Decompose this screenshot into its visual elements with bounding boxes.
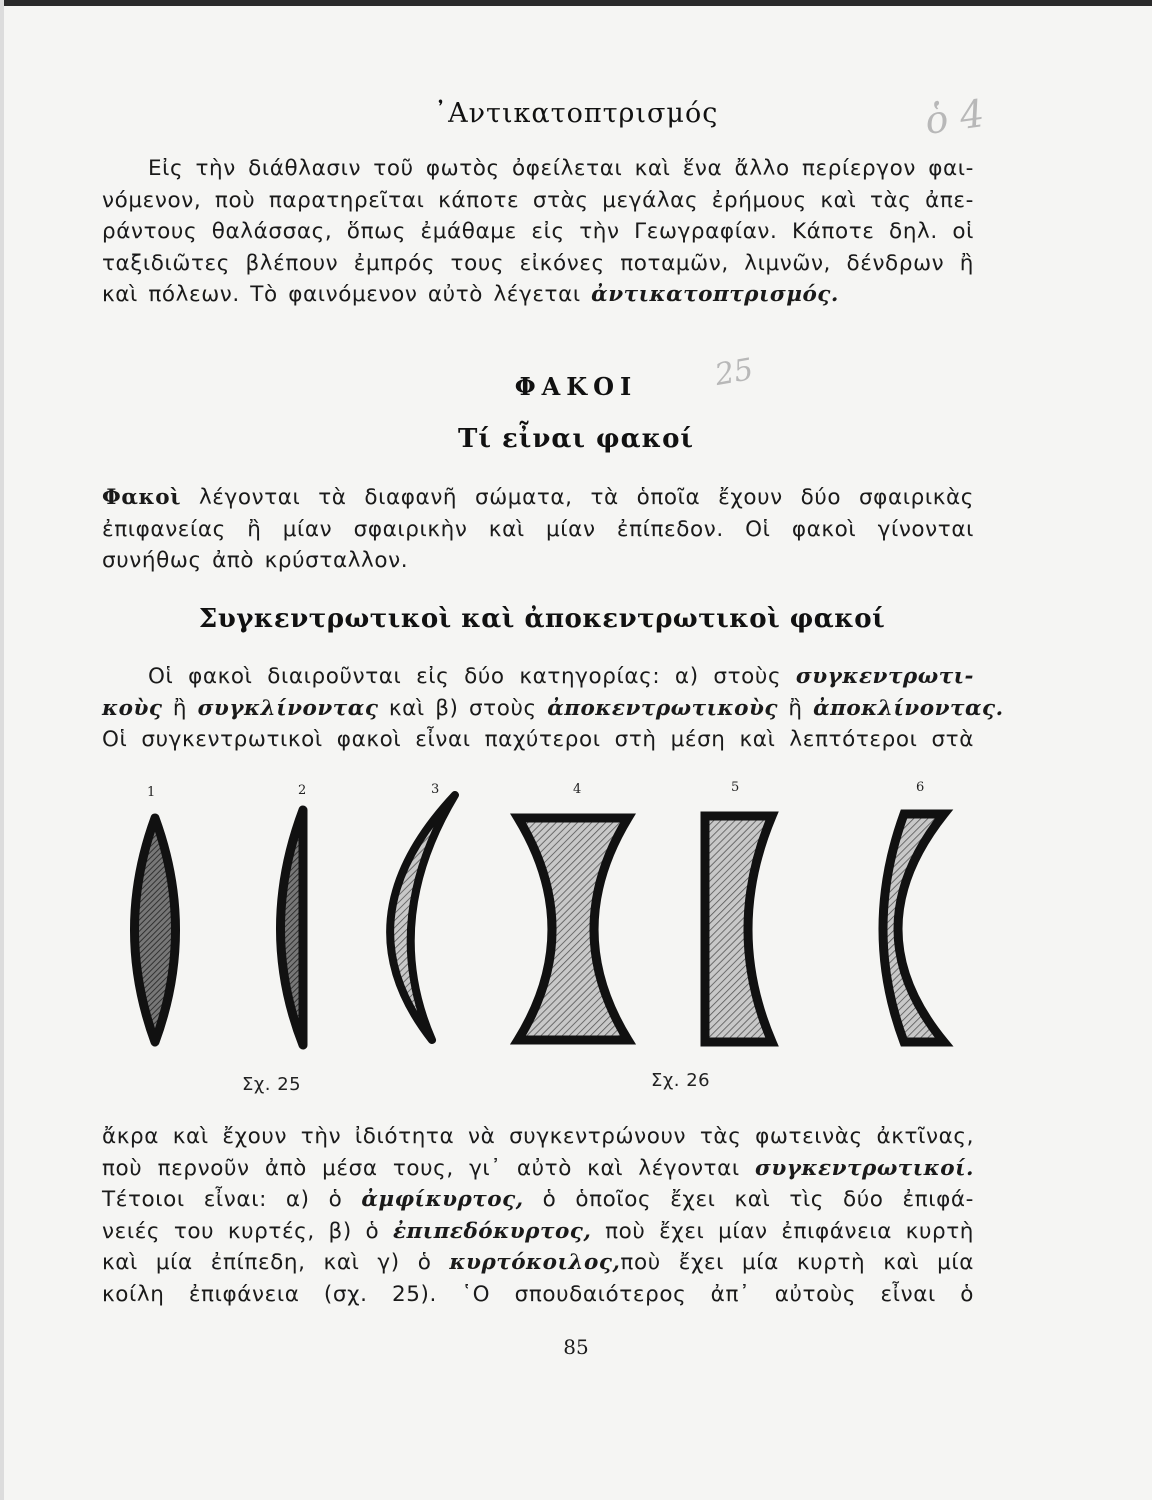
figure-caption-25: Σχ. 25 (242, 1074, 302, 1095)
term-biconvex: ἀμφίκυρτος, (361, 1187, 524, 1212)
lens-types-paragraph (102, 661, 1004, 756)
text-fragment: Οἱ φακοὶ διαιροῦνται εἰς δύο κατηγορίας: α) στοὺς (148, 664, 782, 689)
figure-label-3: 3 (431, 782, 440, 797)
text-line (102, 1247, 974, 1279)
lens-biconcave (518, 818, 628, 1040)
term-lenses: Φακοὶ (102, 485, 182, 510)
figure-label-1: 1 (147, 785, 156, 800)
section-title-lenses: ΦΑΚΟΙ (514, 372, 638, 401)
page-top-edge (0, 0, 1152, 6)
text-line: συνήθως ἀπὸ κρύσταλλον. (102, 548, 409, 573)
text-line: Οἱ συγκεντρωτικοὶ φακοὶ εἶναι παχύτεροι στὴ μέση καὶ λεπτότεροι στὰ (102, 727, 974, 752)
figure-caption-26: Σχ. 26 (651, 1070, 711, 1091)
figure-label-6: 6 (916, 780, 925, 795)
lens-plano-convex (281, 810, 304, 1045)
text-line (102, 661, 974, 693)
term-synklinontas: συγκλίνοντας (197, 695, 379, 721)
text-line (102, 693, 1004, 725)
converging-lenses-paragraph (102, 1121, 974, 1310)
text-fragment: ποὺ περνοῦν ἀπὸ μέσα τους, γι᾿ αὐτὸ καὶ λέγονται (102, 1155, 740, 1181)
subsection-title-what-are-lenses: Τί εἶναι φακοί (458, 424, 694, 454)
text-line (102, 1216, 974, 1248)
lens-plano-concave (705, 816, 772, 1042)
text-line: ἄκρα καὶ ἔχουν τὴν ἰδιότητα νὰ συγκεντρώνουν τὰς φωτεινὰς ἀκτῖνας, (102, 1124, 974, 1149)
text-fragment: ποὺ ἔχει μία κυρτὴ καὶ μία (620, 1250, 974, 1275)
term-diverging: ἀποκεντρωτικοὺς (547, 695, 778, 721)
text-line: ἐπιφανείας ἢ μίαν σφαιρικὴν καὶ μίαν ἐπίπεδον. Οἱ φακοὶ γίνονται (102, 516, 974, 542)
page-left-edge (0, 0, 4, 1500)
text-line: ράντους θαλάσσας, ὅπως ἐμάθαμε εἰς τὴν Γεωγραφίαν. Κάποτε δηλ. οἱ (102, 219, 974, 244)
term-converging-lenses: συγκεντρωτικοί. (754, 1155, 974, 1181)
text-fragment: καὶ β) στοὺς (388, 695, 537, 721)
text-line: νόμενον, ποὺ παρατηρεῖται κάποτε στὰς μεγάλας ἐρήμους καὶ τὰς ἀπε- (102, 187, 974, 213)
lens-convex-concave (390, 795, 455, 1040)
pencil-annotation-mid: 25 (712, 351, 756, 394)
text-fragment: καὶ πόλεων. Τὸ φαινόμενον αὐτὸ λέγεται (102, 282, 581, 307)
figure-label-2: 2 (298, 783, 307, 798)
term-mirage: ἀντικατοπτρισμός. (591, 282, 839, 307)
term-convex-concave: κυρτόκοιλος, (449, 1250, 621, 1275)
lenses-definition-paragraph (102, 482, 974, 577)
text-line (102, 1153, 974, 1185)
text-line: Εἰς τὴν διάθλασιν τοῦ φωτὸς ὀφείλεται καὶ ἕνα ἄλλο περίεργον φαι- (148, 156, 974, 181)
figure-label-4: 4 (573, 782, 582, 797)
text-fragment: ἢ (172, 695, 188, 721)
text-fragment: ὁ ὁποῖος ἔχει καὶ τὶς δύο ἐπιφά- (542, 1187, 975, 1212)
lens-concave-convex (883, 814, 944, 1042)
term-plano-convex: ἐπιπεδόκυρτος, (392, 1218, 592, 1244)
text-fragment: νειές του κυρτές, β) ὁ (102, 1218, 380, 1244)
text-fragment: καὶ μία ἐπίπεδη, καὶ γ) ὁ (102, 1250, 432, 1275)
lens-biconvex (135, 818, 176, 1042)
text-fragment: λέγονται τὰ διαφανῆ σώματα, τὰ ὁποῖα ἔχουν δύο σφαιρικὰς (198, 485, 974, 510)
subsection-title-lens-types: Συγκεντρωτικοὶ καὶ ἀποκεντρωτικοὶ φακοί (198, 604, 886, 634)
text-line (102, 1184, 974, 1216)
section-title-mirage: ᾿Αντικατοπτρισμός (433, 98, 719, 129)
term-converging-end: κοὺς (102, 695, 163, 721)
text-fragment: ποὺ ἔχει μίαν ἐπιφάνεια κυρτὴ (605, 1218, 975, 1244)
text-fragment: ἢ (788, 695, 803, 721)
figure-label-5: 5 (731, 780, 740, 795)
term-converging: συγκεντρωτι- (795, 664, 974, 689)
text-fragment: Τέτοιοι εἶναι: α) ὁ (102, 1187, 343, 1212)
pencil-annotation-top: ὁ 4 (922, 91, 987, 143)
page-number: 85 (563, 1335, 589, 1359)
term-apoklinontas: ἀποκλίνοντας. (813, 695, 1004, 721)
text-line: ταξιδιῶτες βλέπουν ἐμπρός τους εἰκόνες ποταμῶν, λιμνῶν, δένδρων ἢ (102, 250, 974, 276)
text-line (102, 482, 974, 514)
text-line: κοίλη ἐπιφάνεια (σχ. 25). ῾Ο σπουδαιότερος ἀπ᾿ αὐτοὺς εἶναι ὁ (102, 1281, 974, 1307)
lens-figures (0, 770, 1152, 1100)
text-line (102, 279, 974, 311)
mirage-paragraph (102, 153, 974, 311)
